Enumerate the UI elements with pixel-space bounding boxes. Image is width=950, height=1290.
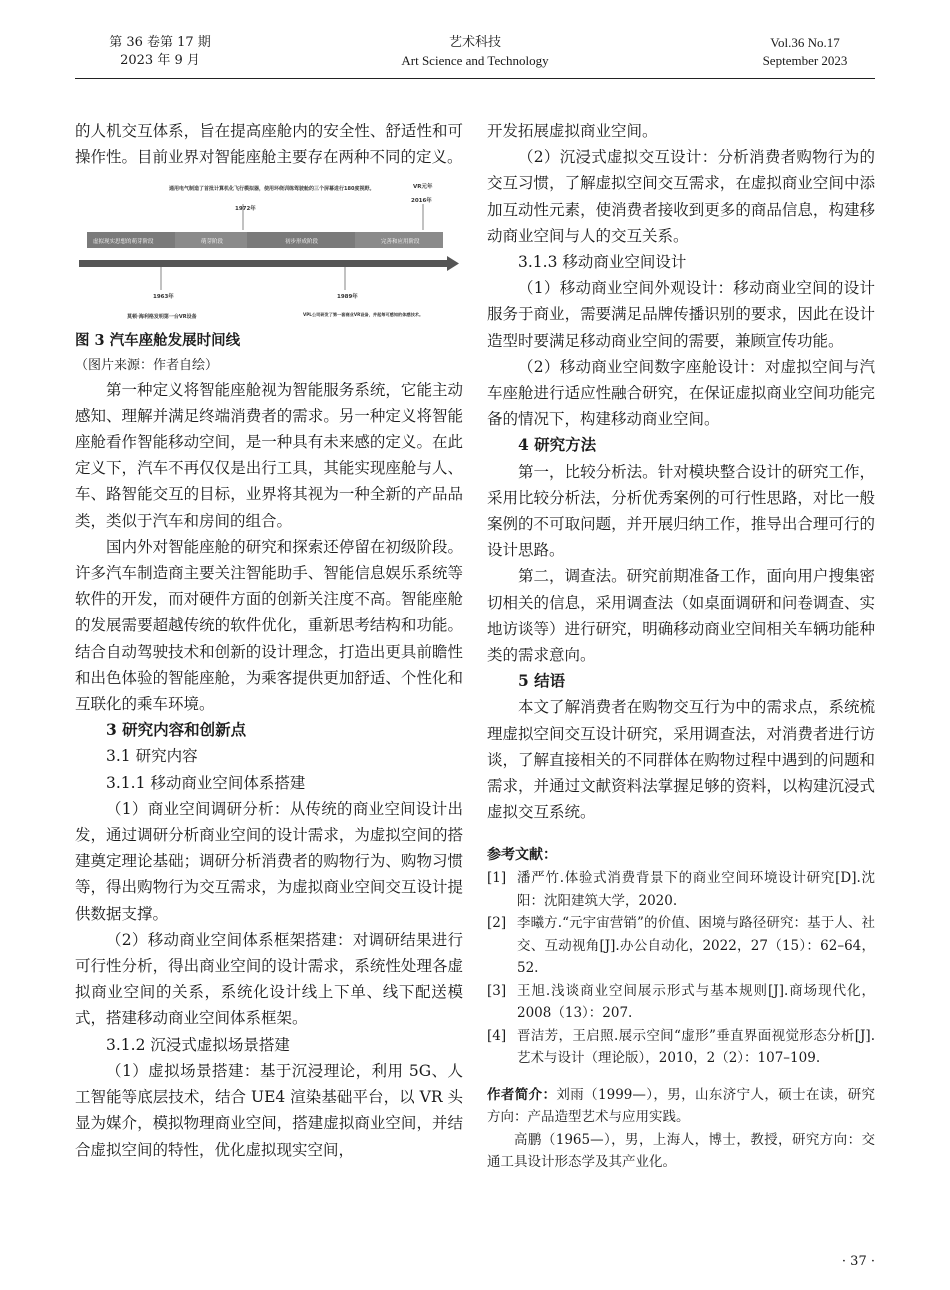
- reference-text: 李曦方.“元宇宙营销”的价值、困境与路径研究：基于人、社交、互动视角[J].办公自动化，2022，27（15）：62–64，52.: [517, 915, 875, 977]
- left-column: [75, 118, 463, 1163]
- paragraph: 的人机交互体系，旨在提高座舱内的安全性、舒适性和可操作性。目前业界对智能座舱主要存在两种不同的定义。: [75, 122, 463, 167]
- reference-text: 王旭.浅谈商业空间展示形式与基本规则[J].商场现代化，2008（13）：207.: [517, 982, 875, 1022]
- paragraph: 第二，调查法。研究前期准备工作，面向用户搜集密切相关的信息，采用调查法（如桌面调研和问卷调查、实地访谈等）进行研究，明确移动商业空间相关车辆功能种类的需求意向。: [487, 567, 875, 665]
- reference-item: [487, 912, 875, 980]
- timeline-axis: [79, 260, 447, 267]
- timeline-top-year-1: 1972年: [235, 206, 256, 213]
- paragraph: 第一，比较分析法。针对模块整合设计的研究工作，采用比较分析法，分析优秀案例的可行性思路，对比一般案例的不可取问题，并开展归纳工作，推导出合理可行的设计思路。: [487, 462, 875, 560]
- subsection-heading: 3.1 研究内容: [106, 747, 198, 766]
- reference-number: [2]: [487, 915, 507, 932]
- page-number: · 37 ·: [841, 1254, 875, 1269]
- issue-date-cn: 2023 年 9 月: [120, 53, 200, 68]
- paragraph: 国内外对智能座舱的研究和探索还停留在初级阶段。许多汽车制造商主要关注智能助手、智能信息娱乐系统等软件的开发，而对硬件方面的创新关注度不高。智能座舱的发展需要超越传统的软件优化，重新思考结构和功能。结合自动驾驶技术和创新的设计理念，打造出更具前瞻性和出色体验的智能座舱，为乘客提供更加舒适、个性化和互联化的乘车环境。: [75, 537, 463, 714]
- header-rule: [75, 78, 875, 79]
- figure-caption: 图 3 汽车座舱发展时间线: [75, 332, 241, 350]
- journal-title-cn: 艺术科技: [448, 35, 501, 50]
- timeline-diagram: [75, 180, 463, 328]
- author-bio-2: 高鹏（1965—），男，上海人，博士，教授，研究方向：交通工具设计形态学及其产业化。: [487, 1131, 875, 1171]
- author-bio-1: 刘雨（1999—），男，山东济宁人，硕士在读，研究方向：产品造型艺术与应用实践。: [487, 1086, 876, 1126]
- issue-volume-en: Vol.36 No.17: [770, 35, 840, 50]
- paragraph: （1）虚拟场景搭建：基于沉浸理论，利用 5G、人工智能等底层技术，结合 UE4 渲染基础平台，以 VR 头显为媒介，模拟物理商业空间，搭建虚拟商业空间，并结合虚拟空间的特性，优化虚拟现实空间，: [75, 1061, 463, 1159]
- reference-text: 潘严竹.体验式消费背景下的商业空间环境设计研究[D].沈阳：沈阳建筑大学，2020.: [517, 870, 875, 909]
- timeline-arrow-head: [447, 256, 459, 271]
- reference-number: [3]: [487, 982, 507, 999]
- reference-item: [487, 980, 875, 1025]
- timeline-top-year-2: 2016年: [411, 198, 432, 205]
- right-column: [487, 118, 875, 1174]
- timeline-stage-label: 初步形成阶段: [285, 239, 319, 246]
- timeline-top-note-2: VR元年: [413, 184, 433, 191]
- reference-text: 晋洁芳，王启照.展示空间“虚形”垂直界面视觉形态分析[J].艺术与设计（理论版），2010，2（2）：107–109.: [517, 1027, 875, 1067]
- timeline-stage-label: 萌芽阶段: [201, 239, 224, 246]
- figure-source: （图片来源：作者自绘）: [75, 357, 219, 373]
- section-heading: 5 结语: [518, 671, 566, 691]
- timeline-figure: [75, 180, 463, 328]
- paragraph: （2）移动商业空间体系框架搭建：对调研结果进行可行性分析，得出商业空间的设计需求，系统性处理各虚拟商业空间的关系，系统化设计线上下单、线下配送模式，搭建移动商业空间体系框架。: [75, 930, 463, 1028]
- journal-title-en: Art Science and Technology: [401, 53, 549, 68]
- timeline-bottom-note-2: VPL公司研发了第一套商业VR设备，并起每可感知的体感技术。: [303, 312, 424, 318]
- subsection-heading: 3.1.2 沉浸式虚拟场景搭建: [106, 1035, 290, 1054]
- timeline-bottom-year-2: 1989年: [337, 294, 358, 301]
- timeline-bottom-note-1: 莫顿·海利格发明第一台VR设备: [127, 314, 197, 321]
- reference-item: [487, 867, 875, 912]
- timeline-top-note-1: 通用电气制造了首批计算机化飞行模拟器，使用环绕训练驾驶舱的三个屏幕进行180度视野。: [169, 186, 375, 193]
- paragraph: （2）沉浸式虚拟交互设计：分析消费者购物行为的交互习惯，了解虚拟空间交互需求，在虚拟商业空间中添加互动性元素，使消费者接收到更多的商品信息，构建移动商业空间与人的交互关系。: [487, 148, 875, 245]
- journal-title: [385, 34, 565, 70]
- paragraph: 第一种定义将智能座舱视为智能服务系统，它能主动感知、理解并满足终端消费者的需求。另一种定义将智能座舱看作智能移动空间，是一种具有未来感的定义。在此定义下，汽车不再仅仅是出行工具，其能实现座舱与人、车、路智能交互的目标，业界将其视为一种全新的产品品类，类似于汽车和房间的组合。: [75, 380, 463, 530]
- reference-number: [4]: [487, 1027, 507, 1044]
- author-bio-label: 作者简介：: [487, 1086, 557, 1103]
- journal-issue-cn: [95, 34, 225, 70]
- timeline-bottom-year-1: 1963年: [153, 294, 174, 301]
- timeline-stage-label: 虚拟现实思想的萌芽阶段: [93, 239, 154, 246]
- subsection-heading: 3.1.3 移动商业空间设计: [518, 253, 687, 272]
- subsection-heading: 3.1.1 移动商业空间体系搭建: [106, 773, 306, 792]
- journal-issue-en: [740, 34, 870, 70]
- issue-date-en: September 2023: [762, 53, 848, 68]
- paragraph: 开发拓展虚拟商业空间。: [487, 122, 658, 140]
- paragraph: （2）移动商业空间数字座舱设计：对虚拟空间与汽车座舱进行适应性融合研究，在保证虚拟商业空间功能完备的情况下，构建移动商业空间。: [487, 357, 875, 429]
- paragraph: （1）移动商业空间外观设计：移动商业空间的设计服务于商业，需要满足品牌传播识别的要求，因此在设计造型时要满足移动商业空间的需要，兼顾宣传功能。: [487, 279, 875, 350]
- reference-number: [1]: [487, 870, 507, 887]
- paragraph: （1）商业空间调研分析：从传统的商业空间设计出发，通过调研分析商业空间的设计需求，为虚拟空间的搭建奠定理论基础；调研分析消费者的购物行为、购物习惯等，得出购物行为交互需求，为虚拟商业空间交互设计提供数据支撑。: [75, 799, 463, 923]
- reference-item: [487, 1025, 875, 1070]
- section-heading: 4 研究方法: [518, 435, 597, 455]
- section-heading: 3 研究内容和创新点: [106, 720, 247, 740]
- paragraph: 本文了解消费者在购物交互行为中的需求点，系统梳理虚拟空间交互设计研究，采用调查法，对消费者进行访谈，了解直接相关的不同群体在购物过程中遇到的问题和需求，并通过文献资料法掌握足够的资料，以构建沉浸式虚拟交互系统。: [487, 698, 875, 822]
- timeline-stage-label: 完善和应用阶段: [381, 239, 420, 246]
- issue-volume-cn: 第 36 卷第 17 期: [109, 35, 211, 50]
- author-bio: [487, 1084, 875, 1129]
- references-title: 参考文献：: [487, 847, 557, 864]
